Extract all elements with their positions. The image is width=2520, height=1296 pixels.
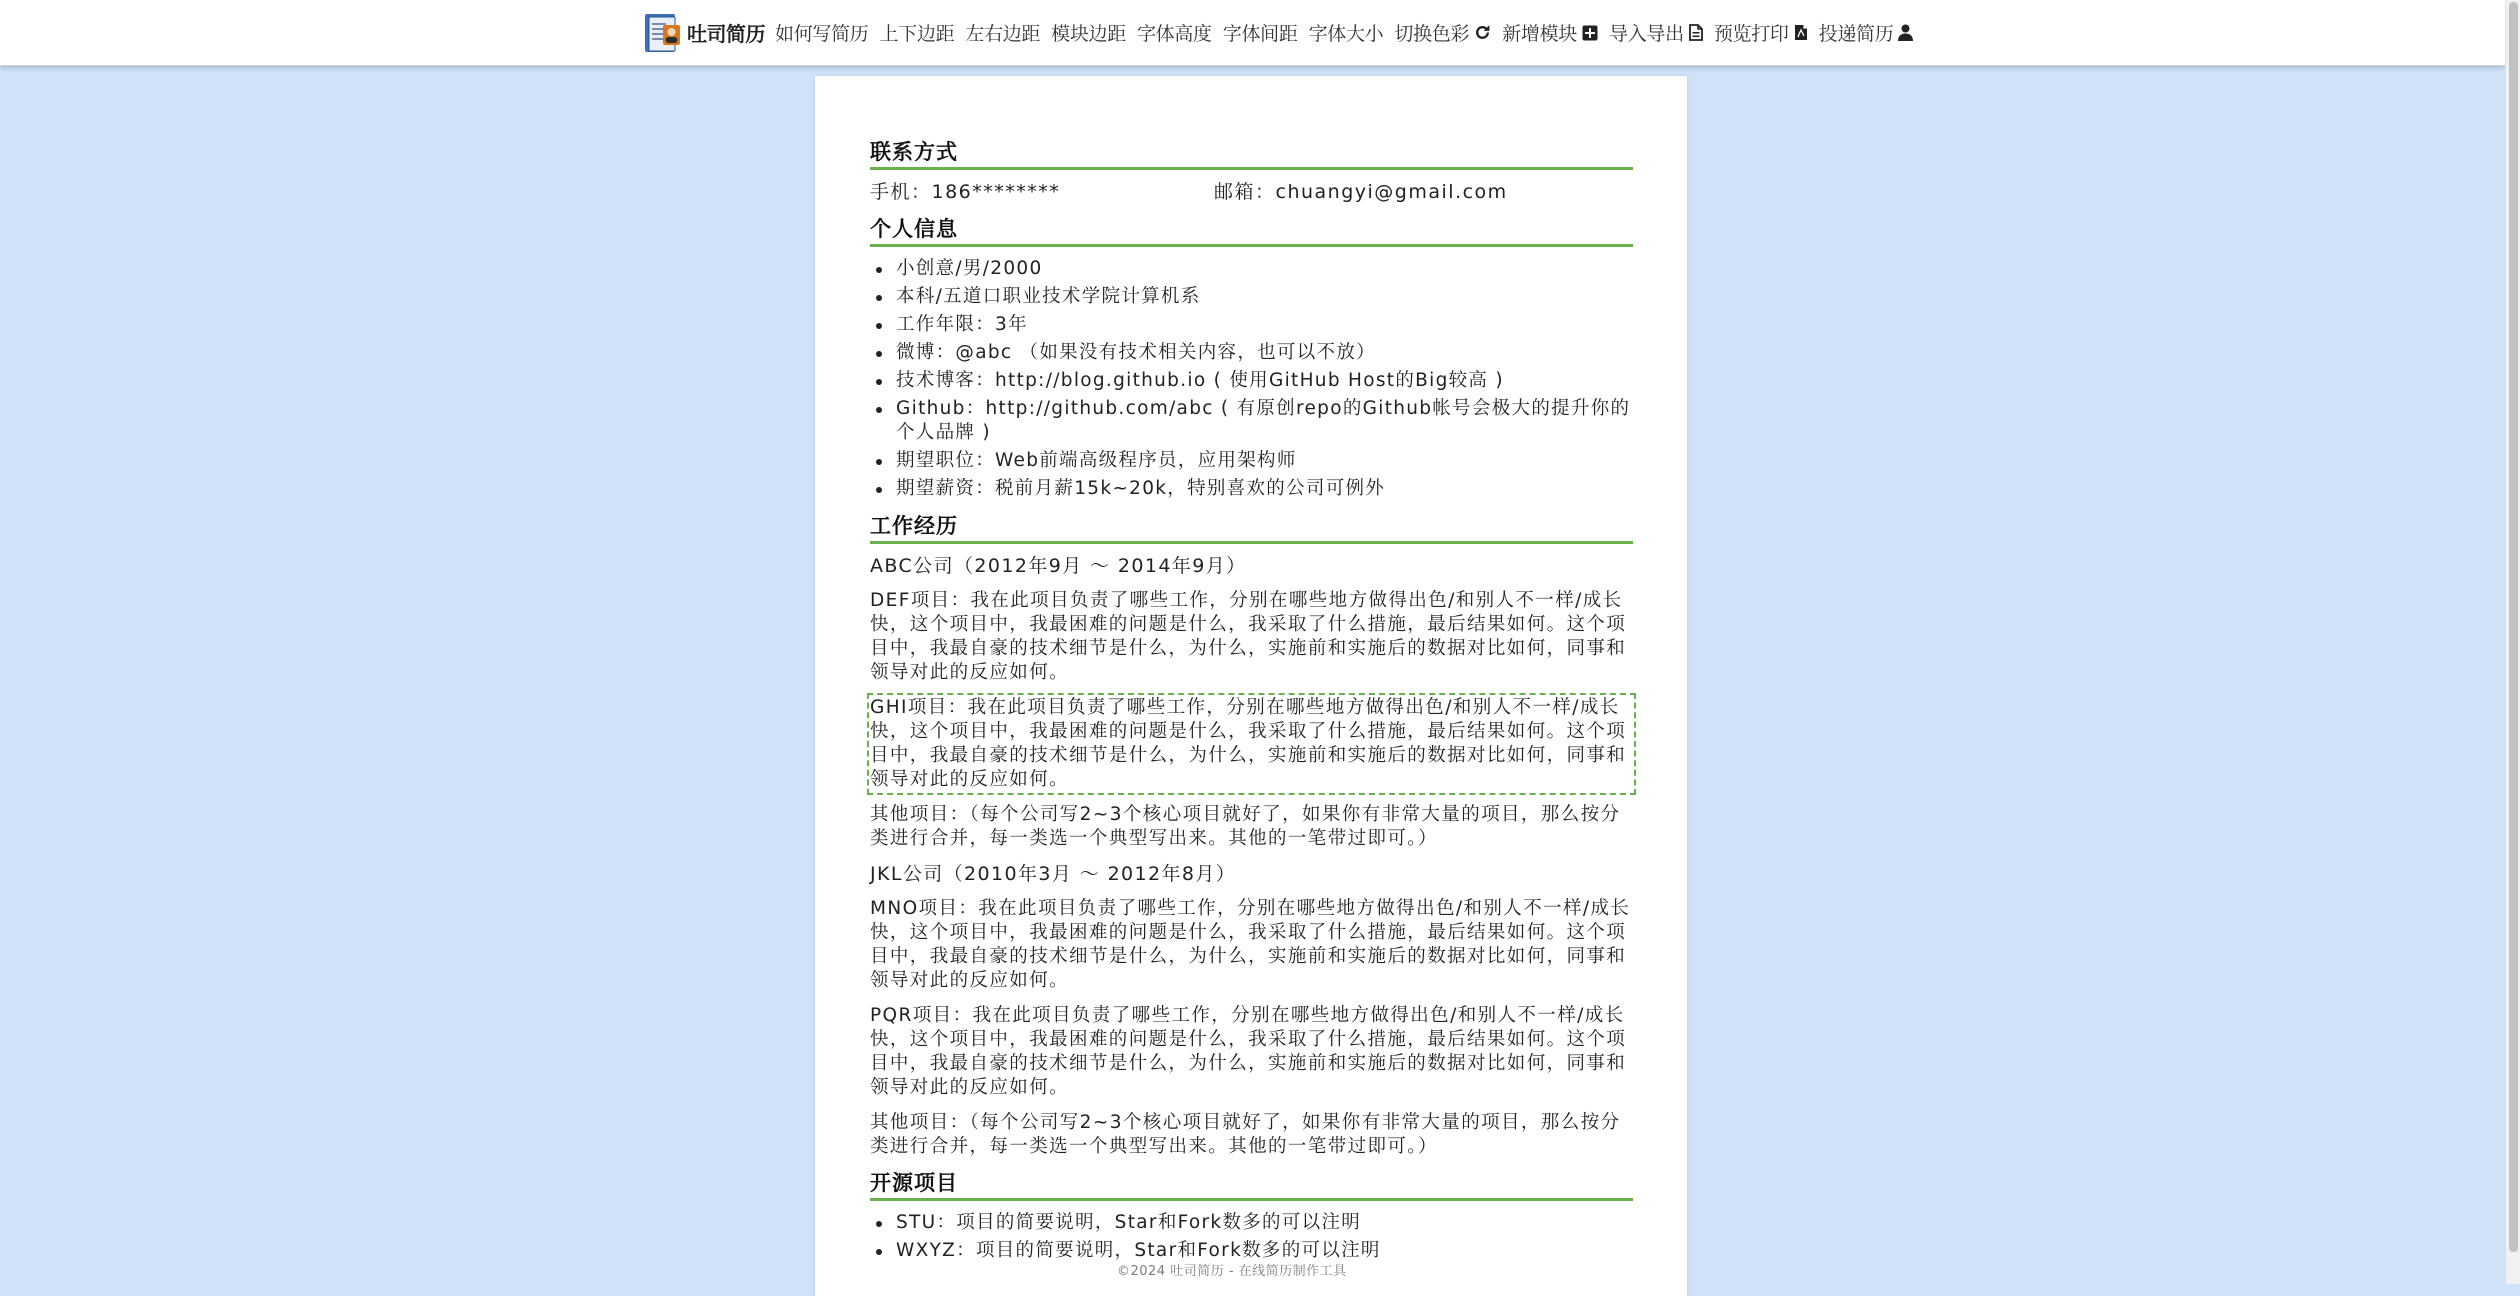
nav-add-module[interactable]: [1502, 19, 1598, 46]
nav-import-export-label: 导入导出: [1609, 23, 1684, 45]
nav-import-export[interactable]: [1609, 19, 1703, 46]
nav-line-height[interactable]: 字体高度: [1136, 23, 1212, 45]
refresh-icon: [1474, 24, 1491, 41]
contact-phone[interactable]: 手机：186********: [870, 181, 1061, 203]
resume-paper: [815, 76, 1687, 1296]
nav-module-margin[interactable]: 模块边距: [1051, 23, 1126, 45]
nav-how-to-write[interactable]: 如何写简历: [775, 23, 869, 45]
nav-letter-spacing[interactable]: 字体间距: [1222, 23, 1298, 45]
list-item[interactable]: 技术博客：http://blog.github.io ( 使用GitHub Host的Big较高 ): [870, 369, 1633, 393]
contact-email[interactable]: 邮箱：chuangyi@gmail.com: [1214, 181, 1508, 203]
section-title-contact[interactable]: 联系方式: [870, 139, 1633, 170]
section-title-personal[interactable]: 个人信息: [870, 216, 1633, 247]
project-def[interactable]: DEF项目：我在此项目负责了哪些工作，分别在哪些地方做得出色/和别人不一样/成长快，这个项目中，我最困难的问题是什么，我采取了什么措施，最后结果如何。这个项目中，我最自豪的技术细节是什么，为什么，实施前和实施后的数据对比如何，同事和领导对此的反应如何。: [870, 590, 1627, 683]
list-item[interactable]: 微博：@abc （如果没有技术相关内容，也可以不放）: [870, 341, 1633, 365]
list-item[interactable]: STU：项目的简要说明，Star和Fork数多的可以注明: [870, 1211, 1633, 1235]
nav-submit-resume[interactable]: [1819, 19, 1914, 46]
nav-add-module-label: 新增模块: [1502, 23, 1578, 45]
company-abc[interactable]: ABC公司（2012年9月 ～ 2014年9月）: [870, 555, 1247, 577]
pdf-file-icon: [1794, 24, 1808, 41]
nav-submit-resume-label: 投递简历: [1818, 23, 1894, 45]
scrollbar-thumb[interactable]: [2509, 2, 2518, 1252]
project-mno[interactable]: MNO项目：我在此项目负责了哪些工作，分别在哪些地方做得出色/和别人不一样/成长快，这个项目中，我最困难的问题是什么，我采取了什么措施，最后结果如何。这个项目中，我最自豪的技术细节是什么，为什么，实施前和实施后的数据对比如何，同事和领导对此的反应如何。: [870, 898, 1631, 991]
logo[interactable]: [643, 11, 775, 55]
logo-text: 吐司简历: [687, 22, 765, 46]
other-projects-abc[interactable]: 其他项目：（每个公司写2~3个核心项目就好了，如果你有非常大量的项目，那么按分类进行合并，每一类选一个典型写出来。其他的一笔带过即可。）: [870, 804, 1621, 849]
list-item[interactable]: 工作年限：3年: [870, 313, 1633, 337]
plus-square-icon: [1582, 25, 1598, 41]
nav-font-size[interactable]: 字体大小: [1308, 23, 1384, 45]
project-pqr[interactable]: PQR项目：我在此项目负责了哪些工作，分别在哪些地方做得出色/和别人不一样/成长快，这个项目中，我最困难的问题是什么，我采取了什么措施，最后结果如何。这个项目中，我最自豪的技术细节是什么，为什么，实施前和实施后的数据对比如何，同事和领导对此的反应如何。: [870, 1005, 1627, 1098]
resume-content: [870, 139, 1633, 1275]
section-title-work[interactable]: 工作经历: [870, 513, 1633, 544]
contact-row: [870, 180, 1633, 204]
footer-note: ©2024 吐司简历 - 在线简历制作工具: [1117, 1264, 1347, 1279]
nav-switch-color-label: 切换色彩: [1394, 23, 1470, 45]
opensource-list: [870, 1211, 1633, 1263]
nav-preview-print-label: 预览打印: [1713, 23, 1789, 45]
logo-icon: [643, 11, 683, 55]
user-icon: [1898, 24, 1913, 41]
nav-switch-color[interactable]: [1394, 19, 1491, 46]
nav-vertical-margin[interactable]: 上下边距: [879, 23, 955, 45]
company-jkl[interactable]: JKL公司（2010年3月 ～ 2012年8月）: [870, 863, 1237, 885]
nav-menu: [643, 0, 1924, 65]
nav-preview-print[interactable]: [1714, 19, 1808, 46]
project-ghi-selected[interactable]: GHI项目：我在此项目负责了哪些工作，分别在哪些地方做得出色/和别人不一样/成长快，这个项目中，我最困难的问题是什么，我采取了什么措施，最后结果如何。这个项目中，我最自豪的技术细节是什么，为什么，实施前和实施后的数据对比如何，同事和领导对此的反应如何。: [870, 696, 1633, 792]
nav-horizontal-margin[interactable]: 左右边距: [965, 23, 1041, 45]
other-projects-jkl[interactable]: 其他项目：（每个公司写2~3个核心项目就好了，如果你有非常大量的项目，那么按分类进行合并，每一类选一个典型写出来。其他的一笔带过即可。）: [870, 1112, 1621, 1157]
top-navbar: [0, 0, 2505, 66]
list-item[interactable]: 期望薪资：税前月薪15k~20k，特别喜欢的公司可例外: [870, 477, 1633, 501]
personal-info-list: [870, 257, 1633, 501]
list-item[interactable]: WXYZ：项目的简要说明，Star和Fork数多的可以注明: [870, 1239, 1633, 1263]
file-icon: [1689, 24, 1703, 41]
list-item[interactable]: 期望职位：Web前端高级程序员，应用架构师: [870, 449, 1633, 473]
list-item[interactable]: Github：http://github.com/abc ( 有原创repo的Github帐号会极大的提升你的个人品牌 ): [870, 397, 1633, 445]
section-title-opensource[interactable]: 开源项目: [870, 1170, 1633, 1201]
page-scrollbar[interactable]: [2505, 0, 2520, 1284]
list-item[interactable]: 小创意/男/2000: [870, 257, 1633, 281]
list-item[interactable]: 本科/五道口职业技术学院计算机系: [870, 285, 1633, 309]
